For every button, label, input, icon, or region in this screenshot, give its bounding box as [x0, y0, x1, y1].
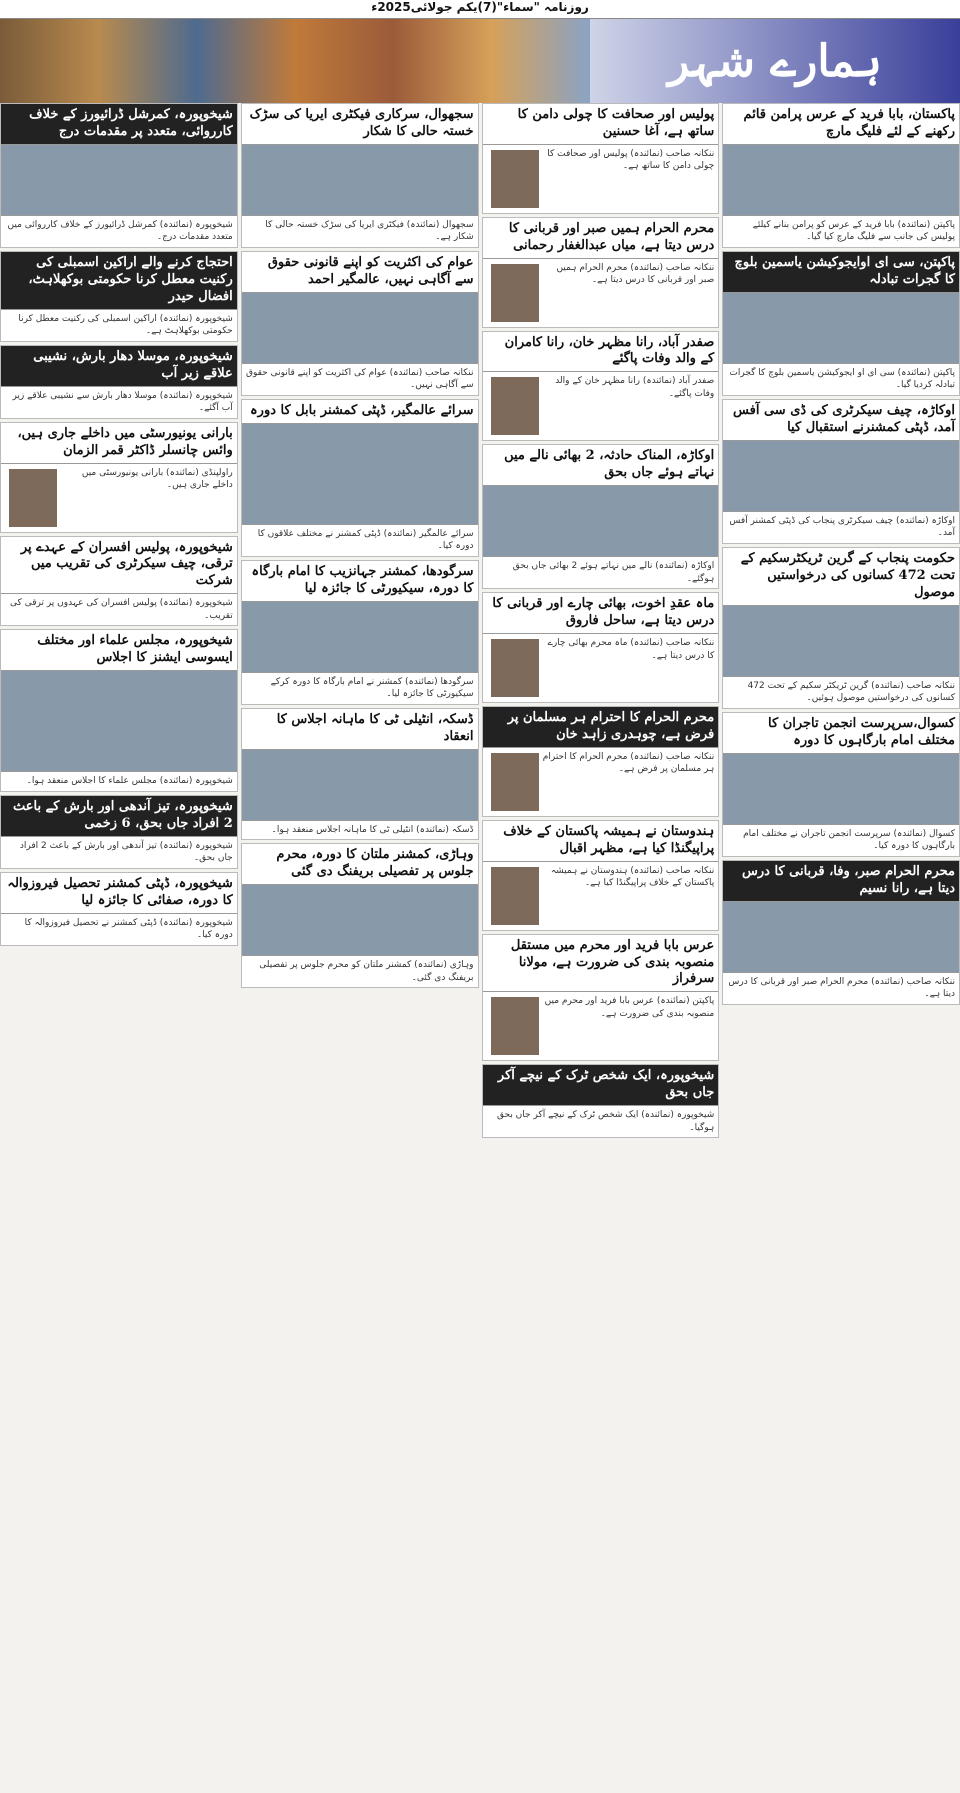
section-masthead	[590, 19, 960, 103]
story-headline: پاکپتن، سی ای اوایجوکیشن یاسمین بلوچ کا گجرات تبادلہ	[723, 252, 959, 293]
story-body	[483, 862, 719, 930]
news-story[interactable]	[0, 795, 238, 869]
story-text: شیخوپورہ (نمائندہ) اراکین اسمبلی کی رکنیت معطل کرنا حکومتی بوکھلاہٹ ہے۔	[18, 313, 233, 337]
news-story[interactable]	[241, 843, 479, 988]
story-body	[242, 673, 478, 704]
story-body	[242, 525, 478, 556]
story-body	[483, 145, 719, 213]
portrait-photo	[491, 867, 539, 925]
news-story[interactable]	[0, 103, 238, 248]
story-headline: محرم الحرام صبر، وفا، قربانی کا درس دیتا ہے، رانا نسیم	[723, 861, 959, 902]
story-headline: کسوال،سرپرست انجمن تاجران کا مختلف امام بارگاہوں کا دورہ	[723, 713, 959, 754]
news-story[interactable]	[482, 103, 720, 214]
date-line: روزنامہ "سماء"(7)یکم جولائی2025ء	[0, 0, 960, 19]
news-story[interactable]	[0, 872, 238, 946]
story-body	[242, 821, 478, 840]
news-column	[0, 103, 238, 1793]
masthead-banner	[0, 19, 960, 103]
story-photo	[723, 145, 959, 216]
story-headline: سرگودھا، کمشنر جہانزیب کا امام بارگاہ کا دورہ، سیکیورٹی کا جائزہ لیا	[242, 561, 478, 602]
story-photo	[242, 293, 478, 364]
story-body	[1, 772, 237, 791]
story-body	[723, 512, 959, 543]
story-headline: شیخوپورہ، ڈپٹی کمشنر تحصیل فیروزوالہ کا دورہ، صفائی کا جائزہ لیا	[1, 873, 237, 914]
news-story[interactable]	[482, 331, 720, 442]
story-body	[723, 825, 959, 856]
news-story[interactable]	[722, 547, 960, 709]
story-headline: حکومت پنجاب کے گرین ٹریکٹرسکیم کے تحت 472 کسانوں کی درخواستیں موصول	[723, 548, 959, 606]
story-photo	[723, 902, 959, 973]
news-story[interactable]	[722, 712, 960, 857]
news-story[interactable]	[482, 706, 720, 817]
news-grid	[0, 103, 960, 1793]
story-text: ننکانہ صاحب (نمائندہ) عوام کی اکثریت کو اپنے قانونی حقوق سے آگاہی نہیں۔	[245, 367, 474, 391]
news-story[interactable]	[482, 592, 720, 703]
story-text: شیخوپورہ (نمائندہ) ڈپٹی کمشنر نے تحصیل فیروزوالہ کا دورہ کیا۔	[24, 917, 233, 941]
story-photo	[242, 145, 478, 216]
story-headline: سجھوال، سرکاری فیکٹری ایریا کی سڑک خستہ حالی کا شکار	[242, 104, 478, 145]
news-story[interactable]	[0, 422, 238, 533]
news-story[interactable]	[482, 217, 720, 328]
story-text: صفدر آباد (نمائندہ) رانا مظہر خان کے والد وفات پاگئے۔	[555, 376, 715, 399]
story-headline: اوکاڑہ، المناک حادثہ، 2 بھائی نالے میں نہاتے ہوئے جاں بحق	[483, 445, 719, 486]
news-story[interactable]	[482, 820, 720, 931]
news-story[interactable]	[722, 399, 960, 544]
story-text: وہاڑی (نمائندہ) کمشنر ملتان کو محرم جلوس پر تفصیلی بریفنگ دی گئی۔	[259, 960, 474, 983]
story-text: سرائے عالمگیر (نمائندہ) ڈپٹی کمشنر نے مختلف علاقوں کا دورہ کیا۔	[257, 528, 474, 552]
story-photo	[483, 486, 719, 557]
story-body	[483, 1106, 719, 1137]
story-body	[723, 973, 959, 1004]
story-text: اوکاڑہ (نمائندہ) چیف سیکرٹری پنجاب کی ڈپٹی کمشنر آفس آمد۔	[729, 515, 955, 539]
story-headline: ڈسکہ، انٹیلی ٹی کا ماہانہ اجلاس کا انعقاد	[242, 709, 478, 750]
story-headline: شیخوپورہ، موسلا دھار بارش، نشیبی علاقے زیر آب	[1, 346, 237, 387]
story-text: ننکانہ صاحب (نمائندہ) محرم الحرام ہمیں صبر اور قربانی کا درس دیتا ہے۔	[556, 262, 715, 286]
story-photo	[723, 754, 959, 825]
story-photo	[1, 671, 237, 772]
story-text: ننکانہ صاحب (نمائندہ) محرم الحرام کا احترام ہر مسلمان پر فرض ہے۔	[542, 751, 715, 775]
news-story[interactable]	[241, 708, 479, 840]
news-story[interactable]	[722, 251, 960, 396]
news-story[interactable]	[0, 629, 238, 791]
portrait-photo	[491, 377, 539, 435]
story-body	[1, 837, 237, 868]
story-headline: شیخوپورہ، پولیس افسران کے عہدے پر ترقی، چیف سیکرٹری کی تقریب میں شرکت	[1, 537, 237, 595]
news-story[interactable]	[482, 1064, 720, 1138]
story-text: سجھوال (نمائندہ) فیکٹری ایریا کی سڑک خستہ حالی کا شکار ہے۔	[265, 219, 474, 243]
story-photo	[723, 606, 959, 677]
news-column	[722, 103, 960, 1793]
story-headline: شیخوپورہ، مجلس علماء اور مختلف ایسوسی ایشنز کا اجلاس	[1, 630, 237, 671]
story-text: ننکانہ صاحب (نمائندہ) ہندوستان نے ہمیشہ پاکستان کے خلاف پراپیگنڈا کیا ہے۔	[550, 865, 715, 889]
story-body	[483, 259, 719, 327]
story-body	[242, 364, 478, 395]
story-body	[723, 364, 959, 395]
story-photo	[242, 424, 478, 525]
story-text: ننکانہ صاحب (نمائندہ) محرم الحرام صبر اور قربانی کا درس دیتا ہے۔	[728, 976, 955, 1000]
story-headline: سرائے عالمگیر، ڈپٹی کمشنر بابل کا دورہ	[242, 400, 478, 424]
news-story[interactable]	[241, 399, 479, 557]
story-headline: محرم الحرام ہمیں صبر اور قربانی کا درس دیتا ہے، میاں عبدالغفار رحمانی	[483, 218, 719, 259]
story-body	[483, 992, 719, 1060]
portrait-photo	[491, 150, 539, 208]
story-headline: پاکستان، بابا فرید کے عرس پرامن قائم رکھنے کے لئے فلیگ مارچ	[723, 104, 959, 145]
story-text: اوکاڑہ (نمائندہ) نالے میں نہاتے ہوئے 2 بھائی جاں بحق ہوگئے۔	[512, 561, 715, 584]
story-text: راولپنڈی (نمائندہ) بارانی یونیورسٹی میں داخلے جاری ہیں۔	[81, 467, 233, 491]
story-body	[483, 748, 719, 816]
news-story[interactable]	[241, 560, 479, 705]
news-story[interactable]	[0, 345, 238, 419]
section-title: ہمارے شہر	[668, 35, 882, 87]
story-headline: عوام کی اکثریت کو اپنے قانونی حقوق سے آگاہی نہیں، عالمگیر احمد	[242, 252, 478, 293]
story-headline: ہندوستان نے ہمیشہ پاکستان کے خلاف پراپیگنڈا کیا ہے، مظہر اقبال	[483, 821, 719, 862]
story-text: ننکانہ صاحب (نمائندہ) پولیس اور صحافت کا چولی دامن کا ساتھ ہے۔	[547, 148, 715, 172]
story-body	[723, 677, 959, 708]
story-headline: شیخوپورہ، کمرشل ڈرائیورز کے خلاف کارروائی، متعدد پر مقدمات درج	[1, 104, 237, 145]
story-text: کسوال (نمائندہ) سرپرست انجمن تاجران نے مختلف امام بارگاہوں کا دورہ کیا۔	[743, 828, 955, 852]
story-headline: محرم الحرام کا احترام ہر مسلمان پر فرض ہے، چوہدری زاہد خان	[483, 707, 719, 748]
story-text: سرگودھا (نمائندہ) کمشنر نے امام بارگاہ کا دورہ کرکے سیکیورٹی کا جائزہ لیا۔	[270, 676, 474, 700]
news-story[interactable]	[722, 860, 960, 1005]
story-text: پاکپتن (نمائندہ) بابا فرید کے عرس کو پرامن بنانے کیلئے پولیس کی جانب سے فلیگ مارچ کیا گیا۔	[752, 219, 955, 243]
news-story[interactable]	[0, 251, 238, 342]
story-headline: پولیس اور صحافت کا چولی دامن کا ساتھ ہے، آغا حسنین	[483, 104, 719, 145]
story-photo	[242, 602, 478, 673]
story-photo	[723, 441, 959, 512]
story-headline: ماہ عقدِ اخوت، بھائی چارے اور قربانی کا درس دیتا ہے، ساحل فاروق	[483, 593, 719, 634]
news-story[interactable]	[722, 103, 960, 248]
story-body	[242, 216, 478, 247]
news-column	[241, 103, 479, 1793]
story-text: شیخوپورہ (نمائندہ) تیز آندھی اور بارش کے باعث 2 افراد جاں بحق۔	[19, 840, 233, 864]
story-body	[1, 464, 237, 532]
news-story[interactable]	[0, 536, 238, 627]
story-text: پاکپتن (نمائندہ) سی ای او ایجوکیشن یاسمین بلوچ کا گجرات تبادلہ کردیا گیا۔	[729, 367, 955, 391]
story-body	[242, 956, 478, 987]
portrait-photo	[9, 469, 57, 527]
city-landmarks-collage	[0, 19, 590, 103]
story-body	[1, 914, 237, 945]
story-text: شیخوپورہ (نمائندہ) موسلا دھار بارش سے نشیبی علاقے زیر آب آگئے۔	[12, 390, 233, 414]
story-text: شیخوپورہ (نمائندہ) پولیس افسران کی عہدوں پر ترقی کی تقریب۔	[10, 598, 233, 621]
story-text: شیخوپورہ (نمائندہ) مجلس علماء کا اجلاس منعقد ہوا۔	[26, 776, 233, 787]
story-body	[1, 594, 237, 625]
story-headline: اوکاڑہ، چیف سیکرٹری کی ڈی سی آفس آمد، ڈپٹی کمشنرنے استقبال کیا	[723, 400, 959, 441]
story-text: ننکانہ صاحب (نمائندہ) ماہ محرم بھائی چارے کا درس دیتا ہے۔	[547, 638, 715, 661]
story-photo	[723, 293, 959, 364]
story-headline: احتجاج کرنے والے اراکین اسمبلی کی رکنیت معطل کرنا حکومتی بوکھلاہٹ، افضال حیدر	[1, 252, 237, 310]
story-headline: صفدر آباد، رانا مظہر خان، رانا کامران کے والد وفات پاگئے	[483, 332, 719, 373]
story-photo	[242, 885, 478, 956]
news-story[interactable]	[482, 444, 720, 589]
story-photo	[242, 750, 478, 821]
story-text: پاکپتن (نمائندہ) عرس بابا فرید اور محرم میں منصوبہ بندی کی ضرورت ہے۔	[544, 996, 715, 1019]
story-body	[723, 216, 959, 247]
news-story[interactable]	[482, 934, 720, 1062]
story-body	[483, 557, 719, 588]
story-text: ڈسکہ (نمائندہ) انٹیلی ٹی کا ماہانہ اجلاس منعقد ہوا۔	[271, 824, 474, 835]
story-body	[1, 387, 237, 418]
story-headline: شیخوپورہ، ایک شخص ٹرک کے نیچے آکر جاں بحق	[483, 1065, 719, 1106]
portrait-photo	[491, 997, 539, 1055]
story-body	[483, 634, 719, 702]
story-headline: شیخوپورہ، تیز آندھی اور بارش کے باعث 2 افراد جاں بحق، 6 زخمی	[1, 796, 237, 837]
story-body	[1, 216, 237, 247]
news-story[interactable]	[241, 251, 479, 396]
story-body	[483, 372, 719, 440]
story-headline: عرس بابا فرید اور محرم میں مستقل منصوبہ بندی کی ضرورت ہے، مولانا سرفراز	[483, 935, 719, 993]
news-story[interactable]	[241, 103, 479, 248]
portrait-photo	[491, 639, 539, 697]
story-photo	[1, 145, 237, 216]
story-text: شیخوپورہ (نمائندہ) ایک شخص ٹرک کے نیچے آکر جاں بحق ہوگیا۔	[497, 1110, 715, 1133]
portrait-photo	[491, 753, 539, 811]
story-headline: وہاڑی، کمشنر ملتان کا دورہ، محرم جلوس پر تفصیلی بریفنگ دی گئی	[242, 844, 478, 885]
story-text: شیخوپورہ (نمائندہ) کمرشل ڈرائیورز کے خلاف کارروائی میں متعدد مقدمات درج۔	[7, 219, 233, 243]
story-body	[1, 310, 237, 341]
news-column	[482, 103, 720, 1793]
story-headline: بارانی یونیورسٹی میں داخلے جاری ہیں، وائس چانسلر ڈاکٹر قمر الزمان	[1, 423, 237, 464]
story-text: ننکانہ صاحب (نمائندہ) گرین ٹریکٹر سکیم کے تحت 472 کسانوں کی درخواستیں موصول ہوئیں۔	[747, 680, 955, 704]
portrait-photo	[491, 264, 539, 322]
